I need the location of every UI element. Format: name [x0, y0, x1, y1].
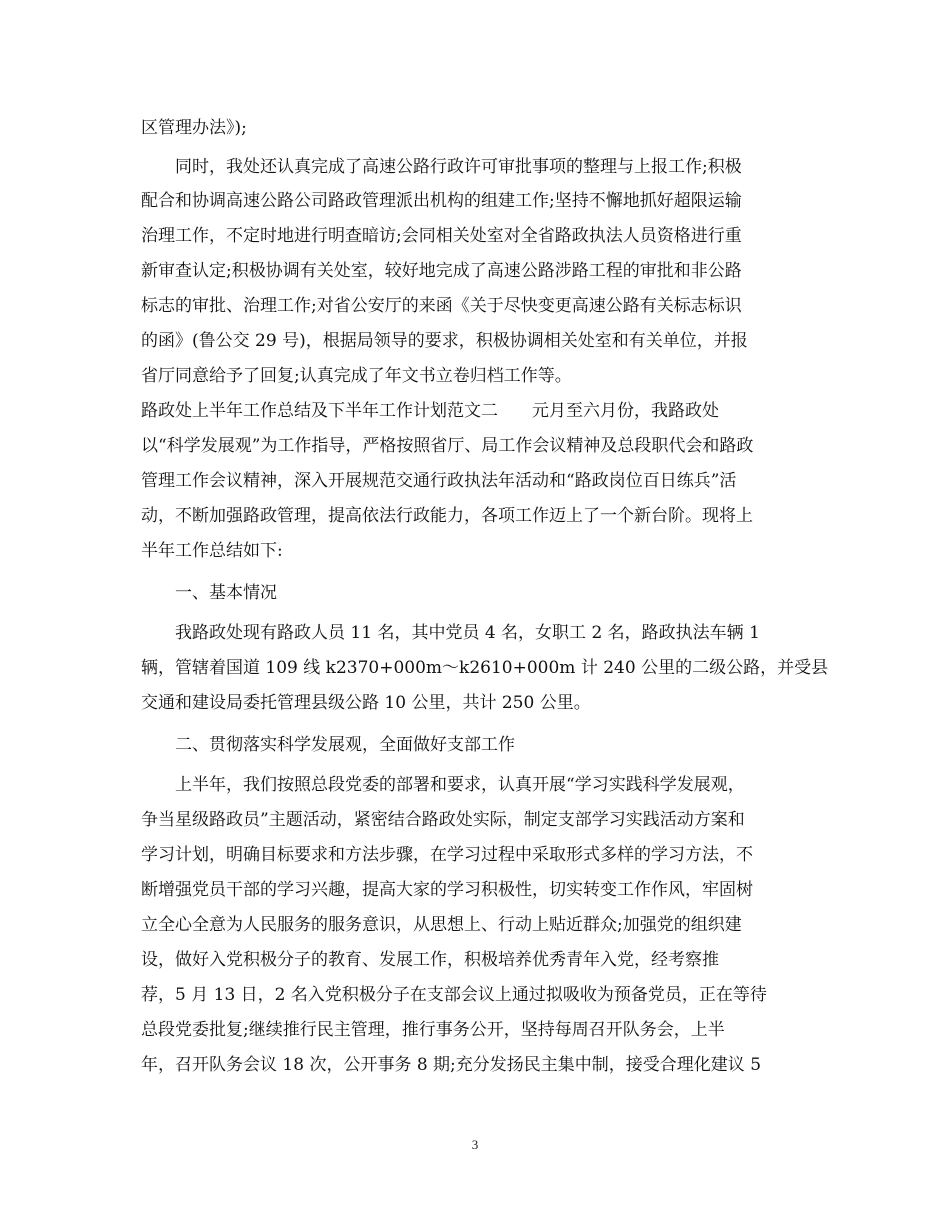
text-line: 路政处上半年工作总结及下半年工作计划范文二 元月至六月份，我路政处 [141, 401, 719, 421]
section-heading: 二、贯彻落实科学发展观，全面做好支部工作 [175, 735, 515, 755]
text-line: 辆，管辖着国道 109 线 k2370+000m～k2610+000m 计 240 公里的二级公路，并受县 [141, 658, 829, 678]
text-line: 新审查认定;积极协调有关处室，较好地完成了高速公路涉路工程的审批和非公路 [141, 261, 742, 281]
text-line: 动，不断加强路政管理，提高依法行政能力，各项工作迈上了一个新台阶。现将上 [141, 506, 753, 526]
text-line: 同时，我处还认真完成了高速公路行政许可审批事项的整理与上报工作;积极 [175, 157, 742, 177]
text-line: 省厅同意给予了回复;认真完成了年文书立卷归档工作等。 [141, 366, 572, 386]
text-line: 争当星级路政员”主题活动，紧密结合路政处实际，制定支部学习实践活动方案和 [141, 810, 745, 830]
text-line: 立全心全意为人民服务的服务意识，从思想上、行动上贴近群众;加强党的组织建 [141, 915, 742, 935]
text-line: 管理工作会议精神，深入开展规范交通行政执法年活动和“路政岗位百日练兵”活 [141, 471, 737, 491]
section-heading: 一、基本情况 [175, 583, 277, 603]
text-line: 上半年，我们按照总段党委的部署和要求，认真开展“学习实践科学发展观， [175, 775, 745, 795]
text-line: 断增强党员干部的学习兴趣，提高大家的学习积极性，切实转变工作作风，牢固树 [141, 880, 753, 900]
text-line: 区管理办法》); [141, 118, 247, 138]
text-line: 治理工作，不定时地进行明查暗访;会同相关处室对全省路政执法人员资格进行重 [141, 226, 742, 246]
text-line: 学习计划，明确目标要求和方法步骤，在学习过程中采取形式多样的学习方法，不 [141, 845, 753, 865]
text-line: 标志的审批、治理工作;对省公安厅的来函《关于尽快变更高速公路有关标志标识 [141, 296, 742, 316]
text-line: 设，做好入党积极分子的教育、发展工作，积极培养优秀青年入党，经考察推 [141, 950, 719, 970]
text-line: 我路政处现有路政人员 11 名，其中党员 4 名，女职工 2 名，路政执法车辆 1 [175, 623, 760, 643]
text-line: 交通和建设局委托管理县级公路 10 公里，共计 250 公里。 [141, 693, 591, 713]
text-line: 以“科学发展观”为工作指导，严格按照省厅、局工作会议精神及总段职代会和路政 [141, 436, 754, 456]
text-line: 半年工作总结如下: [141, 541, 283, 561]
text-line: 荐，5 月 13 日，2 名入党积极分子在支部会议上通过拟吸收为预备党员，正在等待 [141, 985, 767, 1005]
text-line: 年，召开队务会议 18 次，公开事务 8 期;充分发扬民主集中制，接受合理化建议 5 [141, 1055, 762, 1075]
text-line: 的函》(鲁公交 29 号)，根据局领导的要求，积极协调相关处室和有关单位，并报 [141, 331, 748, 351]
page-number: 3 [471, 1137, 479, 1152]
text-line: 配合和协调高速公路公司路政管理派出机构的组建工作;坚持不懈地抓好超限运输 [141, 191, 742, 211]
text-line: 总段党委批复;继续推行民主管理，推行事务公开，坚持每周召开队务会，上半 [141, 1020, 725, 1040]
